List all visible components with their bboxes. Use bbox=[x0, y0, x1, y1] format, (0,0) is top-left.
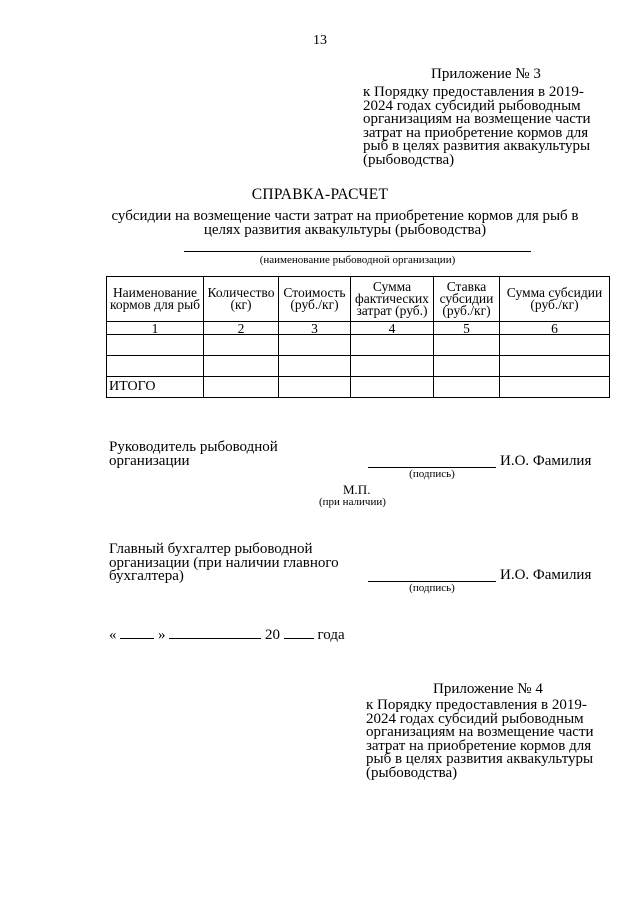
table-cell[interactable] bbox=[204, 356, 279, 377]
date-close-quote: » bbox=[158, 627, 166, 643]
appendix-3-title: Приложение № 3 bbox=[431, 66, 541, 82]
table-row bbox=[107, 335, 610, 356]
header-quantity: Количество (кг) bbox=[204, 277, 279, 322]
accountant-signature-caption: (подпись) bbox=[409, 582, 455, 594]
head-label: Руководитель рыбоводной организации bbox=[109, 439, 278, 469]
document-title: СПРАВКА-РАСЧЕТ bbox=[251, 186, 389, 203]
column-number: 2 bbox=[204, 322, 279, 335]
accountant-name: И.О. Фамилия bbox=[500, 567, 592, 583]
column-number: 4 bbox=[351, 322, 434, 335]
date-suffix: года bbox=[317, 627, 345, 643]
document-subtitle: субсидии на возмещение части затрат на приобретение кормов для рыб в целях развития аквакультуры (рыбоводства) bbox=[111, 208, 579, 238]
table-cell[interactable] bbox=[351, 356, 434, 377]
table-cell[interactable] bbox=[434, 356, 500, 377]
table-cell[interactable] bbox=[500, 356, 610, 377]
column-number: 5 bbox=[434, 322, 500, 335]
date-open-quote: « bbox=[109, 627, 117, 643]
table-cell[interactable] bbox=[434, 377, 500, 398]
header-feed-name: Наименование кормов для рыб bbox=[107, 277, 204, 322]
table-cell[interactable] bbox=[500, 377, 610, 398]
day-field[interactable] bbox=[120, 626, 154, 639]
column-number: 3 bbox=[279, 322, 351, 335]
table-header-row bbox=[107, 277, 610, 322]
date-century: 20 bbox=[265, 627, 280, 643]
header-subsidy-rate: Ставка субсидии (руб./кг) bbox=[434, 277, 500, 322]
head-signature-caption: (подпись) bbox=[409, 468, 455, 480]
table-cell[interactable] bbox=[351, 377, 434, 398]
table-cell[interactable] bbox=[279, 377, 351, 398]
table-cell[interactable] bbox=[204, 377, 279, 398]
table-cell[interactable] bbox=[107, 335, 204, 356]
total-row bbox=[107, 377, 610, 398]
column-number-row bbox=[107, 322, 610, 335]
head-name: И.О. Фамилия bbox=[500, 453, 592, 469]
stamp-label: М.П. bbox=[343, 482, 371, 497]
accountant-label: Главный бухгалтер рыбоводной организации (при наличии главного бухгалтера) bbox=[109, 541, 339, 584]
date-row bbox=[109, 626, 345, 644]
header-actual-costs: Сумма фактических затрат (руб.) bbox=[351, 277, 434, 322]
appendix-4-text: к Порядку предоставления в 2019-2024 годах субсидий рыбоводным организациям на возмещение части затрат на приобретение кормов для рыб в целях развития аквакультуры (рыбоводства) bbox=[366, 697, 594, 781]
table-cell[interactable] bbox=[351, 335, 434, 356]
table-cell[interactable] bbox=[107, 356, 204, 377]
table-cell[interactable] bbox=[500, 335, 610, 356]
calculation-table bbox=[106, 276, 610, 398]
month-field[interactable] bbox=[169, 626, 261, 639]
column-number: 6 bbox=[500, 322, 610, 335]
year-field[interactable] bbox=[284, 626, 314, 639]
table-cell[interactable] bbox=[279, 335, 351, 356]
header-subsidy-amount: Сумма субсидии (руб./кг) bbox=[500, 277, 610, 322]
organization-name-caption: (наименование рыбоводной организации) bbox=[259, 254, 456, 266]
header-cost: Стоимость (руб./кг) bbox=[279, 277, 351, 322]
column-number: 1 bbox=[107, 322, 204, 335]
organization-name-line bbox=[184, 251, 531, 252]
table-cell[interactable] bbox=[279, 356, 351, 377]
appendix-3-text: к Порядку предоставления в 2019-2024 годах субсидий рыбоводным организациям на возмещение части затрат на приобретение кормов для рыб в целях развития аквакультуры (рыбоводства) bbox=[363, 84, 591, 168]
table-row bbox=[107, 356, 610, 377]
table-cell[interactable] bbox=[434, 335, 500, 356]
appendix-4-title: Приложение № 4 bbox=[433, 681, 543, 697]
table-cell[interactable] bbox=[204, 335, 279, 356]
stamp-note: (при наличии) bbox=[319, 496, 386, 508]
total-label: ИТОГО bbox=[107, 377, 204, 398]
page-number: 13 bbox=[313, 33, 327, 48]
